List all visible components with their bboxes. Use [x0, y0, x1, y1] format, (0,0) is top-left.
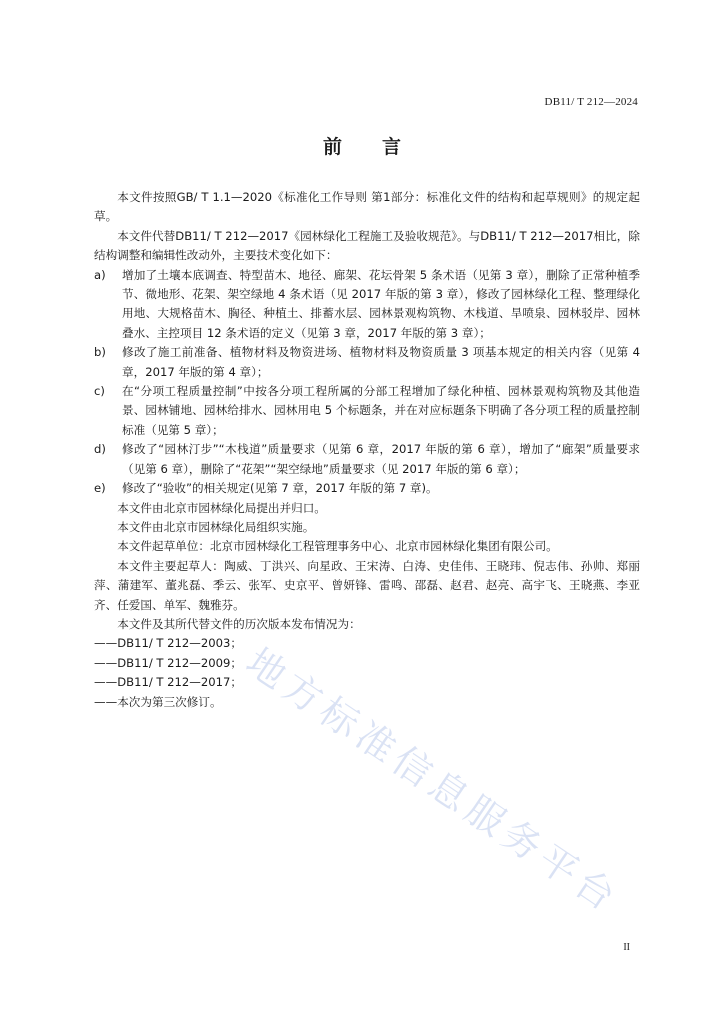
change-item-e	[94, 479, 640, 498]
change-item-b	[94, 343, 640, 382]
change-item-a	[94, 266, 640, 344]
foreword-body	[94, 188, 640, 712]
paragraph-history-intro: 本文件及其所代替文件的历次版本发布情况为：	[117, 616, 361, 631]
page-title: 前言	[322, 136, 441, 158]
list-marker: a)	[94, 267, 106, 282]
list-item-text: 增加了土壤本底调查、特型苗木、地径、廊架、花坛骨架 5 条术语（见第 3 章），删除了正常种植季节、微地形、花架、架空绿地 4 条术语（见 2017 年版的第 3 章），修改了园林绿化工程、整理绿化用地、大规格苗木、胸径、种植土、排蓄水层、园林景观构筑物、木栈道、旱喷泉、园林驳岸、园林叠水、主控项目 12 条术语的定义（见第 3 章，2017 年版的第 3 章）；	[122, 267, 640, 340]
list-item-text: 修改了“园林汀步”“木栈道”质量要求（见第 6 章，2017 年版的第 6 章），增加了“廊架”质量要求（见第 6 章），删除了“花架”“架空绿地”质量要求（见 2017 年版的第 6 章）；	[122, 442, 640, 476]
list-marker: e)	[94, 481, 106, 496]
paragraph-drafting-units: 本文件起草单位：北京市园林绿化工程管理事务中心、北京市园林绿化集团有限公司。	[117, 539, 558, 554]
list-marker: b)	[94, 345, 106, 360]
history-entry: ——DB11/ T 212—2017；	[94, 675, 243, 690]
list-marker: c)	[94, 384, 105, 399]
page-number: II	[623, 942, 630, 953]
paragraph-proposer: 本文件由北京市园林绿化局提出并归口。	[117, 500, 326, 515]
paragraph-drafting-basis: 本文件按照GB/ T 1.1—2020《标准化工作导则 第1部分：标准化文件的结构和起草规则》的规定起草。	[94, 190, 640, 224]
paragraph-replacement-note: 本文件代替DB11/ T 212—2017《园林绿化工程施工及验收规范》。与DB11/ T 212—2017相比，除结构调整和编辑性改动外，主要技术变化如下：	[94, 228, 640, 263]
history-entry: ——DB11/ T 212—2009；	[94, 655, 243, 670]
list-item-text: 在“分项工程质量控制”中按各分项工程所属的分部工程增加了绿化种植、园林景观构筑物及其他造景、园林铺地、园林给排水、园林用电 5 个标题条，并在对应标题条下明确了各分项工程的质量控制标准（见第 5 章）；	[122, 384, 640, 437]
list-item-text: 修改了施工前准备、植物材料及物资进场、植物材料及物资质量 3 项基本规定的相关内容（见第 4 章，2017 年版的第 4 章）；	[122, 345, 640, 379]
change-item-c	[94, 382, 640, 440]
watermark: 地方标准信息服务平台	[238, 639, 628, 922]
change-item-d	[94, 440, 640, 479]
paragraph-organizer: 本文件由北京市园林绿化局组织实施。	[117, 519, 315, 534]
history-entry: ——本次为第三次修订。	[94, 694, 222, 709]
history-entry: ——DB11/ T 212—2003；	[94, 636, 243, 651]
paragraph-drafters: 本文件主要起草人：陶威、丁洪兴、向星政、王宋涛、白涛、史佳伟、王晓玮、倪志伟、孙帅、郑丽萍、蒲建军、董兆磊、季云、张军、史京平、曾妍锋、雷鸣、邵磊、赵君、赵亮、高宇飞、王晓燕、李亚齐、任爱国、单军、魏雅芬。	[94, 558, 640, 612]
list-marker: d)	[94, 442, 106, 457]
list-item-text: 修改了“验收”的相关规定(见第 7 章，2017 年版的第 7 章)。	[122, 481, 438, 496]
document-code: DB11/ T 212—2024	[544, 96, 638, 108]
